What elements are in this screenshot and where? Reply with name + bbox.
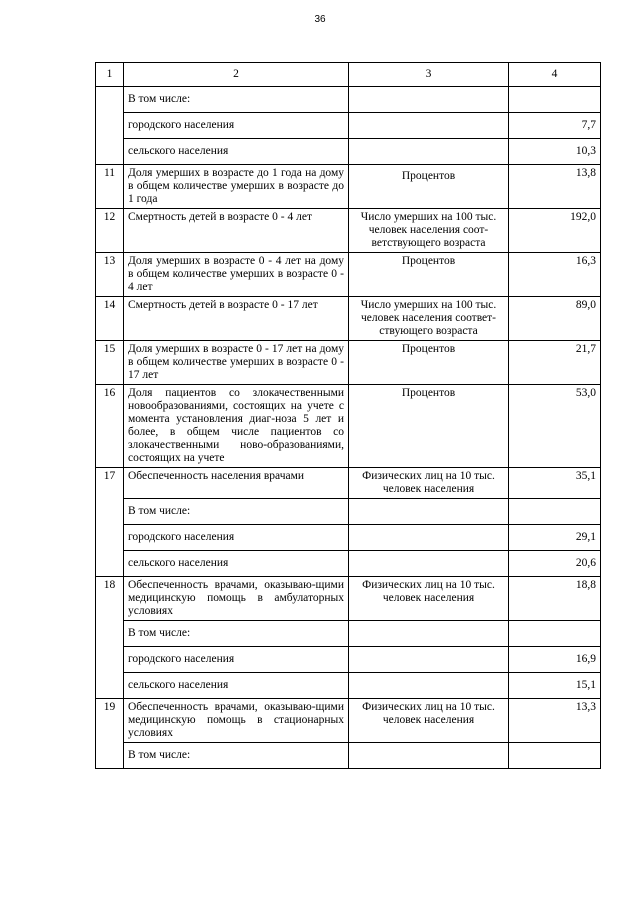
- row-unit-empty: [349, 551, 509, 577]
- table-row: [96, 209, 601, 253]
- table-row: [96, 743, 601, 769]
- table-row: [96, 699, 601, 743]
- row-value-empty: [509, 87, 601, 113]
- row-unit-empty: [349, 499, 509, 525]
- table-row: [96, 647, 601, 673]
- row-number: 12: [96, 209, 124, 253]
- row-number: 18: [96, 577, 124, 699]
- row-name: Доля пациентов со злокачественными новообразованиями, состоящих на учете с момента установления диаг-ноза 5 лет и более, в общем числе пациентов со злокачественными ново-образованиями, состоящих на учете: [124, 385, 349, 468]
- page-number: 36: [314, 14, 326, 25]
- table-row: [96, 673, 601, 699]
- row-name: Доля умерших в возрасте 0 - 17 лет на дому в общем количестве умерших в возрасте 0 - 17 лет: [124, 341, 349, 385]
- row-unit-empty: [349, 647, 509, 673]
- row-value-empty: [509, 621, 601, 647]
- indicators-table: [95, 62, 601, 769]
- row-name: В том числе:: [124, 743, 349, 769]
- row-number: 16: [96, 385, 124, 468]
- row-value-empty: [509, 743, 601, 769]
- header-col-4: 4: [509, 63, 601, 87]
- row-name: сельского населения: [124, 673, 349, 699]
- table-row: [96, 385, 601, 468]
- row-name: В том числе:: [124, 87, 349, 113]
- row-value: 13,8: [509, 165, 601, 209]
- table-row: [96, 297, 601, 341]
- table-row: [96, 113, 601, 139]
- row-unit-empty: [349, 525, 509, 551]
- header-col-1: 1: [96, 63, 124, 87]
- row-value: 35,1: [509, 468, 601, 499]
- row-unit-empty: [349, 673, 509, 699]
- row-value: 53,0: [509, 385, 601, 468]
- row-number: 17: [96, 468, 124, 577]
- table-row: [96, 525, 601, 551]
- table-row: [96, 341, 601, 385]
- row-unit-empty: [349, 113, 509, 139]
- table-row: [96, 253, 601, 297]
- row-value: 13,3: [509, 699, 601, 743]
- row-value-empty: [509, 499, 601, 525]
- row-unit-empty: [349, 743, 509, 769]
- header-col-2: 2: [124, 63, 349, 87]
- row-unit: Число умерших на 100 тыс. человек населения соответ-ствующего возраста: [349, 297, 509, 341]
- row-number: 15: [96, 341, 124, 385]
- row-number: 14: [96, 297, 124, 341]
- row-name: Обеспеченность врачами, оказываю-щими медицинскую помощь в амбулаторных условиях: [124, 577, 349, 621]
- row-number: 19: [96, 699, 124, 769]
- table-row: [96, 499, 601, 525]
- row-name: Смертность детей в возрасте 0 - 17 лет: [124, 297, 349, 341]
- row-unit: Процентов: [349, 385, 509, 468]
- row-unit: Процентов: [349, 253, 509, 297]
- row-name: городского населения: [124, 525, 349, 551]
- row-value: 10,3: [509, 139, 601, 165]
- row-unit: Процентов: [349, 341, 509, 385]
- row-unit-empty: [349, 139, 509, 165]
- table-row: [96, 621, 601, 647]
- row-name: сельского населения: [124, 139, 349, 165]
- row-number: 11: [96, 165, 124, 209]
- row-number-empty: [96, 87, 124, 165]
- row-value: 29,1: [509, 525, 601, 551]
- row-unit: Процентов: [349, 165, 509, 209]
- row-name: городского населения: [124, 647, 349, 673]
- row-value: 89,0: [509, 297, 601, 341]
- header-col-3: 3: [349, 63, 509, 87]
- row-name: Доля умерших в возрасте 0 - 4 лет на дому в общем количестве умерших в возрасте 0 - 4 лет: [124, 253, 349, 297]
- row-number: 13: [96, 253, 124, 297]
- row-value: 16,9: [509, 647, 601, 673]
- row-unit-empty: [349, 621, 509, 647]
- row-unit: Число умерших на 100 тыс. человек населения соот-ветствующего возраста: [349, 209, 509, 253]
- row-unit: Физических лиц на 10 тыс. человек населения: [349, 699, 509, 743]
- row-unit: Физических лиц на 10 тыс. человек населения: [349, 577, 509, 621]
- table-row: [96, 468, 601, 499]
- row-value: 7,7: [509, 113, 601, 139]
- row-unit-empty: [349, 87, 509, 113]
- row-name: Обеспеченность врачами, оказываю-щими медицинскую помощь в стационарных условиях: [124, 699, 349, 743]
- table-row: [96, 551, 601, 577]
- row-value: 192,0: [509, 209, 601, 253]
- row-name: сельского населения: [124, 551, 349, 577]
- row-value: 16,3: [509, 253, 601, 297]
- table-row: [96, 577, 601, 621]
- row-value: 20,6: [509, 551, 601, 577]
- table-row: [96, 87, 601, 113]
- table-row: [96, 139, 601, 165]
- row-value: 18,8: [509, 577, 601, 621]
- row-name: Доля умерших в возрасте до 1 года на дому в общем количестве умерших в возрасте до 1 года: [124, 165, 349, 209]
- row-name: В том числе:: [124, 499, 349, 525]
- table-row: [96, 165, 601, 209]
- row-unit: Физических лиц на 10 тыс. человек населения: [349, 468, 509, 499]
- table-header-row: [96, 63, 601, 87]
- row-value: 21,7: [509, 341, 601, 385]
- row-name: городского населения: [124, 113, 349, 139]
- row-name: В том числе:: [124, 621, 349, 647]
- row-name: Смертность детей в возрасте 0 - 4 лет: [124, 209, 349, 253]
- row-value: 15,1: [509, 673, 601, 699]
- row-name: Обеспеченность населения врачами: [124, 468, 349, 499]
